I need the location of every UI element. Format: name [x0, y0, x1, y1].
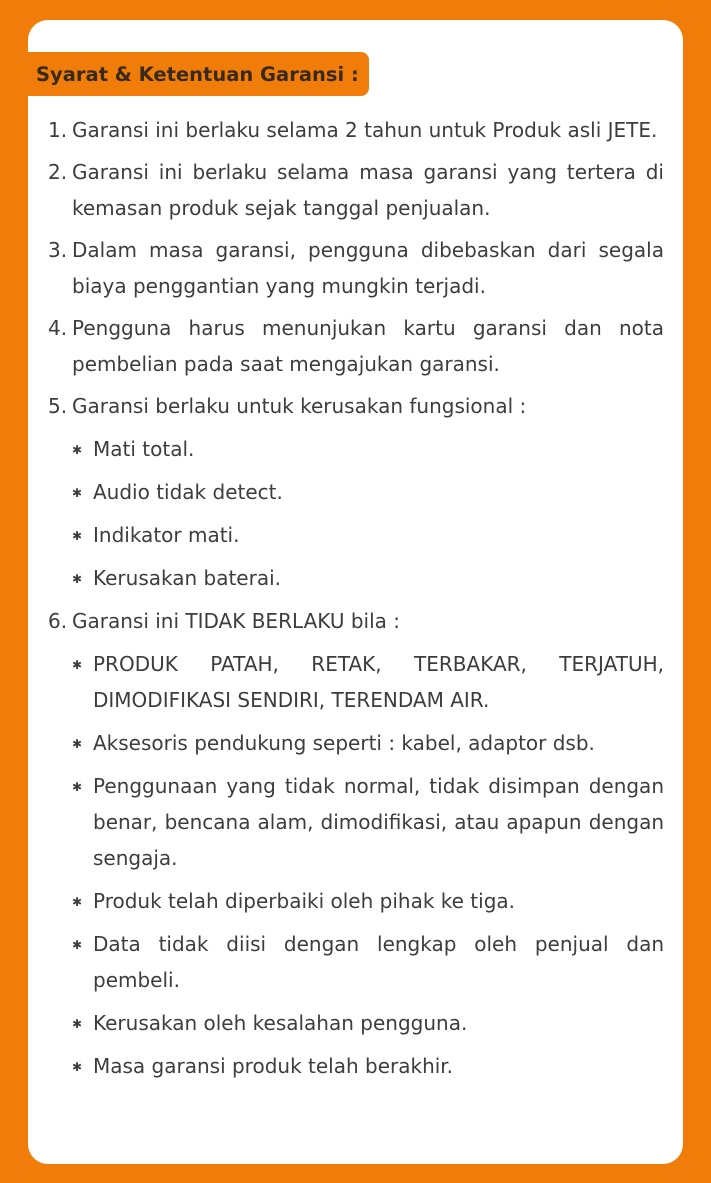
- item-number: 6.: [48, 609, 68, 633]
- item-number: 5.: [48, 394, 68, 418]
- list-item: [48, 154, 664, 226]
- item-text: Pengguna harus menunjukan kartu garansi dan nota pembelian pada saat mengajukan garansi.: [72, 316, 664, 376]
- sub-list-item: [72, 883, 664, 919]
- list-item: [48, 232, 664, 304]
- asterisk-bullet-icon: [72, 768, 93, 804]
- item-number: 1.: [48, 118, 68, 142]
- asterisk-bullet-icon: [72, 474, 93, 510]
- sub-list-item: [72, 768, 664, 876]
- sub-list-item: [72, 474, 664, 510]
- asterisk-bullet-icon: [72, 725, 93, 761]
- item-text: Garansi ini berlaku selama masa garansi yang tertera di kemasan produk sejak tanggal penjualan.: [72, 160, 664, 220]
- asterisk-bullet-icon: [72, 883, 93, 919]
- sub-list-item: [72, 926, 664, 998]
- asterisk-bullet-icon: [72, 517, 93, 553]
- sub-item-text: Produk telah diperbaiki oleh pihak ke tiga.: [93, 889, 516, 913]
- sub-item-text: Data tidak diisi dengan lengkap oleh penjual dan pembeli.: [93, 932, 664, 992]
- asterisk-bullet-icon: [72, 1005, 93, 1041]
- item-number: 3.: [48, 238, 68, 262]
- sub-item-text: Aksesoris pendukung seperti : kabel, adaptor dsb.: [93, 731, 595, 755]
- asterisk-bullet-icon: [72, 926, 93, 962]
- asterisk-glyph: ✱: [72, 737, 83, 751]
- sub-item-text: Audio tidak detect.: [93, 480, 283, 504]
- sub-list-item: [72, 431, 664, 467]
- item-text: Garansi berlaku untuk kerusakan fungsional :: [72, 394, 527, 418]
- title-banner: [28, 52, 369, 96]
- sub-item-text: Penggunaan yang tidak normal, tidak disimpan dengan benar, bencana alam, dimodifikasi, atau apapun dengan sengaja.: [93, 774, 664, 870]
- asterisk-bullet-icon: [72, 431, 93, 467]
- asterisk-bullet-icon: [72, 646, 93, 682]
- list-item: [48, 388, 664, 424]
- asterisk-glyph: ✱: [72, 486, 83, 500]
- sub-item-text: Kerusakan baterai.: [93, 566, 282, 590]
- item-number: 4.: [48, 316, 68, 340]
- asterisk-glyph: ✱: [72, 895, 83, 909]
- asterisk-bullet-icon: [72, 560, 93, 596]
- asterisk-glyph: ✱: [72, 780, 83, 794]
- asterisk-bullet-icon: [72, 1048, 93, 1084]
- asterisk-glyph: ✱: [72, 938, 83, 952]
- sub-item-text: PRODUK PATAH, RETAK, TERBAKAR, TERJATUH, DIMODIFIKASI SENDIRI, TERENDAM AIR.: [93, 652, 664, 712]
- item-text: Garansi ini berlaku selama 2 tahun untuk Produk asli JETE.: [72, 118, 658, 142]
- item-text: Dalam masa garansi, pengguna dibebaskan dari segala biaya penggantian yang mungkin terjadi.: [72, 238, 664, 298]
- asterisk-glyph: ✱: [72, 658, 83, 672]
- sub-list-item: [72, 646, 664, 718]
- list-item: [48, 603, 664, 639]
- item-number: 2.: [48, 160, 68, 184]
- sub-list-item: [72, 725, 664, 761]
- sub-list-item: [72, 1005, 664, 1041]
- sub-list-item: [72, 517, 664, 553]
- asterisk-glyph: ✱: [72, 572, 83, 586]
- asterisk-glyph: ✱: [72, 1017, 83, 1031]
- sub-item-text: Kerusakan oleh kesalahan pengguna.: [93, 1011, 468, 1035]
- item-text: Garansi ini TIDAK BERLAKU bila :: [72, 609, 400, 633]
- page-title: Syarat & Ketentuan Garansi :: [36, 62, 359, 86]
- sub-item-text: Masa garansi produk telah berakhir.: [93, 1054, 454, 1078]
- asterisk-glyph: ✱: [72, 529, 83, 543]
- sub-list-item: [72, 560, 664, 596]
- list-item: [48, 112, 664, 148]
- terms-list: [48, 112, 664, 1091]
- sub-item-text: Indikator mati.: [93, 523, 240, 547]
- sub-item-text: Mati total.: [93, 437, 195, 461]
- asterisk-glyph: ✱: [72, 1060, 83, 1074]
- list-item: [48, 310, 664, 382]
- warranty-card: [28, 20, 683, 1164]
- sub-list-item: [72, 1048, 664, 1084]
- asterisk-glyph: ✱: [72, 443, 83, 457]
